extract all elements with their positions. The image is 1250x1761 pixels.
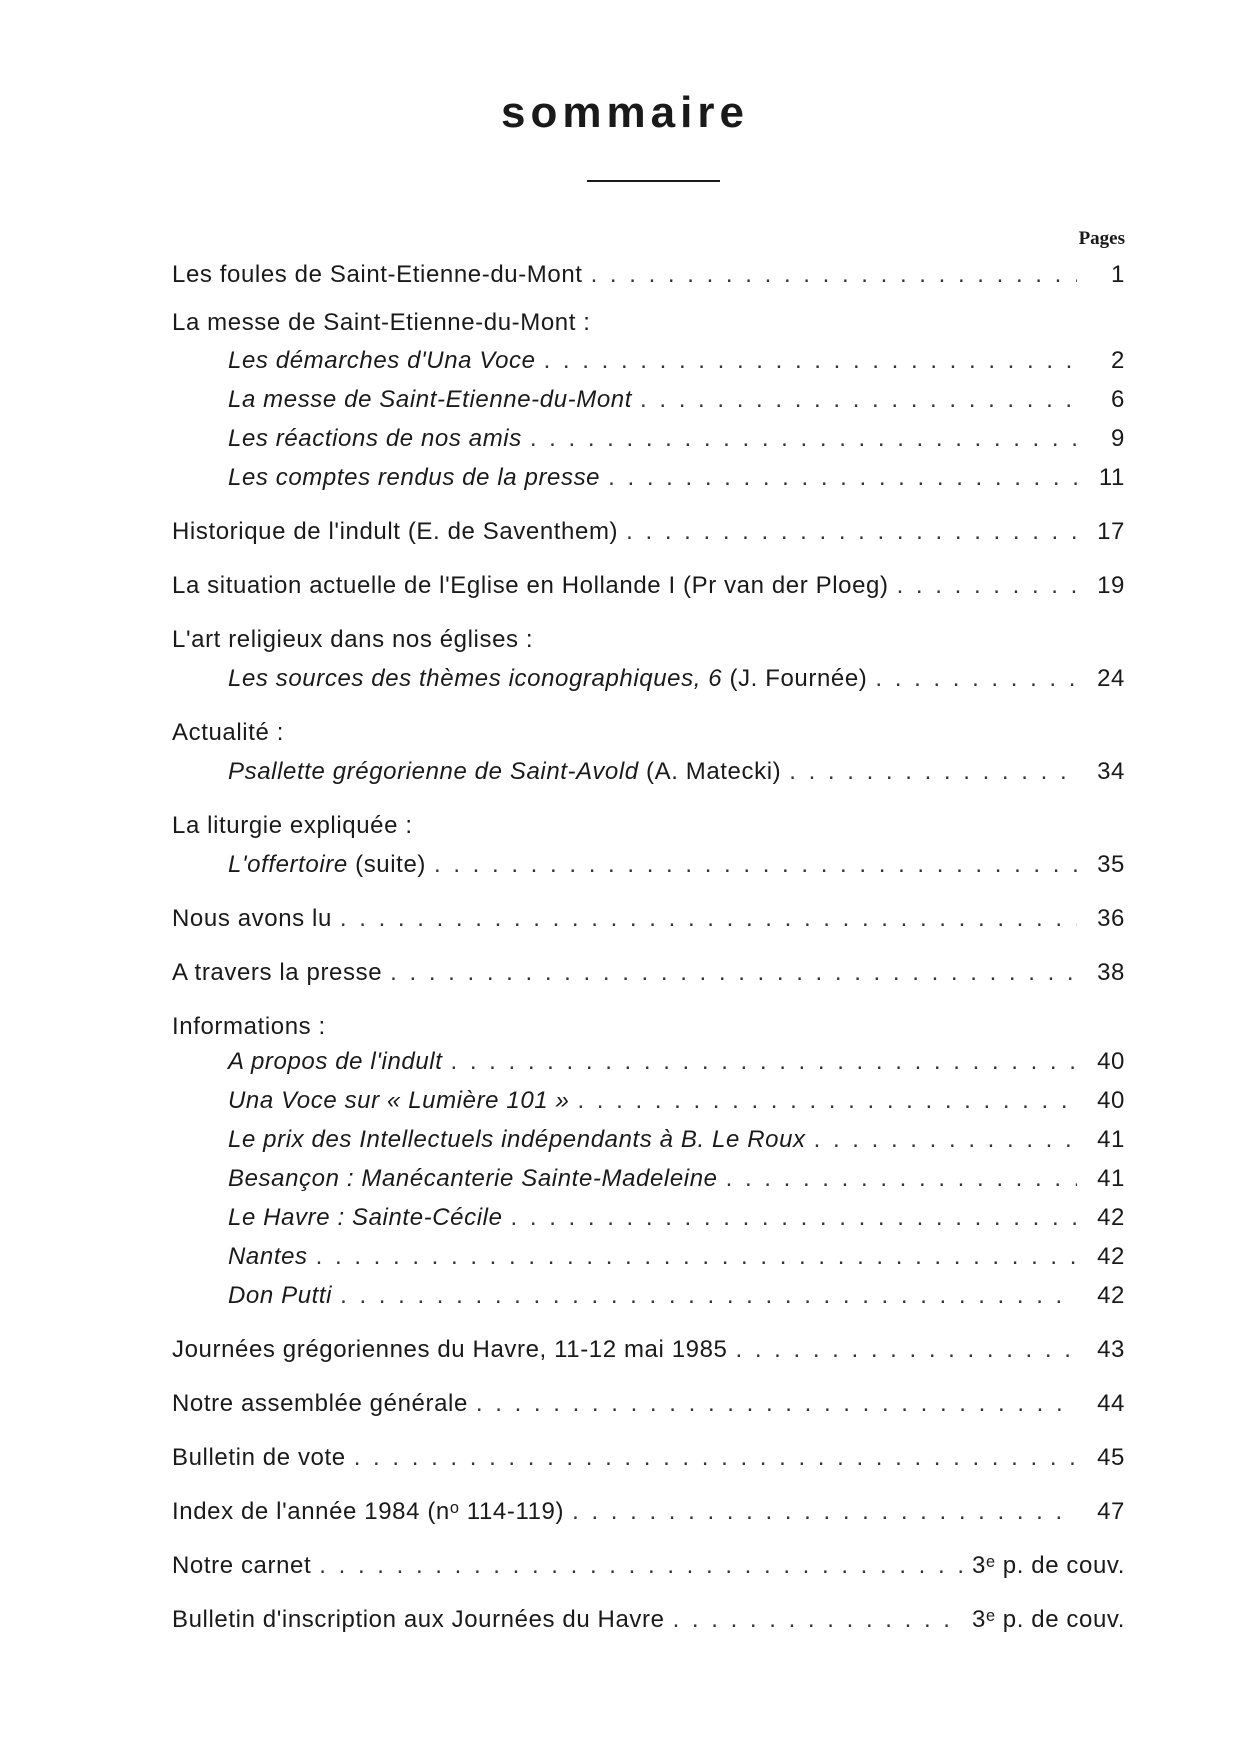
toc-sub-entry xyxy=(228,344,1125,378)
entry-title: La situation actuelle de l'Eglise en Hollande I (Pr van der Ploeg) xyxy=(172,572,889,599)
toc-section-heading xyxy=(172,1010,1125,1044)
entry-title: Una Voce sur « Lumière 101 » xyxy=(228,1087,570,1114)
leader-dots xyxy=(511,1201,1077,1235)
toc-entry xyxy=(172,258,1125,292)
entry-page: 24 xyxy=(1097,665,1125,692)
toc-entry xyxy=(172,569,1125,603)
entry-page: 44 xyxy=(1097,1390,1125,1417)
entry-title: Les comptes rendus de la presse xyxy=(228,464,601,491)
entry-page: 45 xyxy=(1097,1444,1125,1471)
leader-dots xyxy=(451,1045,1078,1079)
entry-title: Bulletin d'inscription aux Journées du Havre xyxy=(172,1606,665,1633)
entry-title: Notre assemblée générale xyxy=(172,1390,468,1417)
entry-page: 3ᵉ p. de couv. xyxy=(972,1606,1125,1633)
toc-entry xyxy=(172,956,1125,990)
toc-section-heading xyxy=(172,306,1125,340)
leader-dots xyxy=(354,1441,1077,1475)
leader-dots xyxy=(434,848,1077,882)
toc-entry xyxy=(172,902,1125,936)
entry-page: 1 xyxy=(1111,261,1125,288)
entry-title xyxy=(228,755,781,789)
entry-title: Historique de l'indult (E. de Saventhem) xyxy=(172,518,619,545)
leader-dots xyxy=(640,383,1077,417)
entry-title: Notre carnet xyxy=(172,1552,312,1579)
leader-dots xyxy=(316,1240,1077,1274)
entry-title: Nous avons lu xyxy=(172,905,332,932)
entry-title: La liturgie expliquée : xyxy=(172,812,413,839)
entry-page: 47 xyxy=(1097,1498,1125,1525)
entry-page: 36 xyxy=(1097,905,1125,932)
entry-page: 42 xyxy=(1097,1243,1125,1270)
entry-page: 34 xyxy=(1097,758,1125,785)
leader-dots xyxy=(591,258,1077,292)
entry-title: A travers la presse xyxy=(172,959,383,986)
toc-sub-entry xyxy=(228,1045,1125,1079)
leader-dots xyxy=(544,344,1077,378)
toc-sub-entry xyxy=(228,848,1125,882)
entry-page: 2 xyxy=(1111,347,1125,374)
entry-title: La messe de Saint-Etienne-du-Mont xyxy=(228,386,633,413)
entry-title: Don Putti xyxy=(228,1282,333,1309)
leader-dots xyxy=(577,1084,1077,1118)
toc-entry xyxy=(172,1333,1125,1367)
entry-title xyxy=(228,848,426,882)
toc-sub-entry xyxy=(228,662,1125,696)
toc-section-heading xyxy=(172,716,1125,750)
toc-section-heading xyxy=(172,809,1125,843)
entry-page: 43 xyxy=(1097,1336,1125,1363)
entry-page: 11 xyxy=(1098,464,1125,491)
entry-title-author: (A. Matecki) xyxy=(638,758,782,785)
toc-sub-entry xyxy=(228,1201,1125,1235)
leader-dots xyxy=(897,569,1077,603)
toc-sub-entry xyxy=(228,1123,1125,1157)
toc-sub-entry xyxy=(228,383,1125,417)
leader-dots xyxy=(476,1387,1077,1421)
table-of-contents xyxy=(172,0,1125,1761)
entry-title: Les démarches d'Una Voce xyxy=(228,347,536,374)
toc-entry xyxy=(172,1495,1125,1529)
entry-title-italic: Les sources des thèmes iconographiques, 6 xyxy=(228,665,723,692)
toc-section-heading xyxy=(172,623,1125,657)
entry-page: 35 xyxy=(1097,851,1125,878)
toc-sub-entry xyxy=(228,422,1125,456)
entry-page: 41 xyxy=(1097,1165,1125,1192)
leader-dots xyxy=(390,956,1077,990)
entry-title: Le prix des Intellectuels indépendants à B. Le Roux xyxy=(228,1126,806,1153)
entry-page: 40 xyxy=(1097,1048,1125,1075)
leader-dots xyxy=(626,515,1077,549)
entry-title-italic: L'offertoire xyxy=(228,851,348,878)
leader-dots xyxy=(814,1123,1077,1157)
entry-title-suffix: (suite) xyxy=(347,851,426,878)
toc-sub-entry xyxy=(228,461,1125,495)
leader-dots xyxy=(530,422,1077,456)
entry-page: 38 xyxy=(1097,959,1125,986)
entry-title: Bulletin de vote xyxy=(172,1444,346,1471)
toc-entry xyxy=(172,515,1125,549)
entry-title: Les foules de Saint-Etienne-du-Mont xyxy=(172,261,583,288)
entry-title: Les réactions de nos amis xyxy=(228,425,522,452)
leader-dots xyxy=(673,1603,964,1637)
entry-title: La messe de Saint-Etienne-du-Mont : xyxy=(172,309,591,336)
entry-page: 9 xyxy=(1111,425,1125,452)
entry-title: Actualité : xyxy=(172,719,284,746)
entry-page: 3ᵉ p. de couv. xyxy=(972,1552,1125,1579)
entry-page: 6 xyxy=(1111,386,1125,413)
entry-title: Besançon : Manécanterie Sainte-Madeleine xyxy=(228,1165,718,1192)
toc-entry xyxy=(172,1549,1125,1583)
entry-title: L'art religieux dans nos églises : xyxy=(172,626,534,653)
pages-column-header: Pages xyxy=(1078,228,1125,249)
entry-title xyxy=(228,662,867,696)
entry-page: 17 xyxy=(1097,518,1125,545)
leader-dots xyxy=(319,1549,964,1583)
toc-sub-entry xyxy=(228,1084,1125,1118)
leader-dots xyxy=(789,755,1077,789)
entry-title: Nantes xyxy=(228,1243,308,1270)
entry-title-author: (J. Fournée) xyxy=(722,665,868,692)
leader-dots xyxy=(572,1495,1077,1529)
leader-dots xyxy=(340,902,1077,936)
entry-page: 41 xyxy=(1097,1126,1125,1153)
entry-title: A propos de l'indult xyxy=(228,1048,443,1075)
entry-title: Informations : xyxy=(172,1013,326,1040)
entry-title-italic: Psallette grégorienne de Saint-Avold xyxy=(228,758,639,785)
leader-dots xyxy=(608,461,1077,495)
entry-page: 40 xyxy=(1097,1087,1125,1114)
toc-entry xyxy=(172,1441,1125,1475)
toc-entry xyxy=(172,1387,1125,1421)
toc-sub-entry xyxy=(228,1279,1125,1313)
entry-page: 42 xyxy=(1097,1204,1125,1231)
leader-dots xyxy=(726,1162,1077,1196)
entry-page: 42 xyxy=(1097,1282,1125,1309)
leader-dots xyxy=(875,662,1077,696)
toc-sub-entry xyxy=(228,1240,1125,1274)
toc-sub-entry xyxy=(228,1162,1125,1196)
toc-sub-entry xyxy=(228,755,1125,789)
entry-title: Index de l'année 1984 (nᵒ 114-119) xyxy=(172,1498,565,1525)
entry-page: 19 xyxy=(1097,572,1125,599)
leader-dots xyxy=(735,1333,1077,1367)
page-title: sommaire xyxy=(501,88,749,137)
toc-entry xyxy=(172,1603,1125,1637)
leader-dots xyxy=(340,1279,1077,1313)
entry-title: Journées grégoriennes du Havre, 11-12 mai 1985 xyxy=(172,1336,728,1363)
entry-title: Le Havre : Sainte-Cécile xyxy=(228,1204,503,1231)
